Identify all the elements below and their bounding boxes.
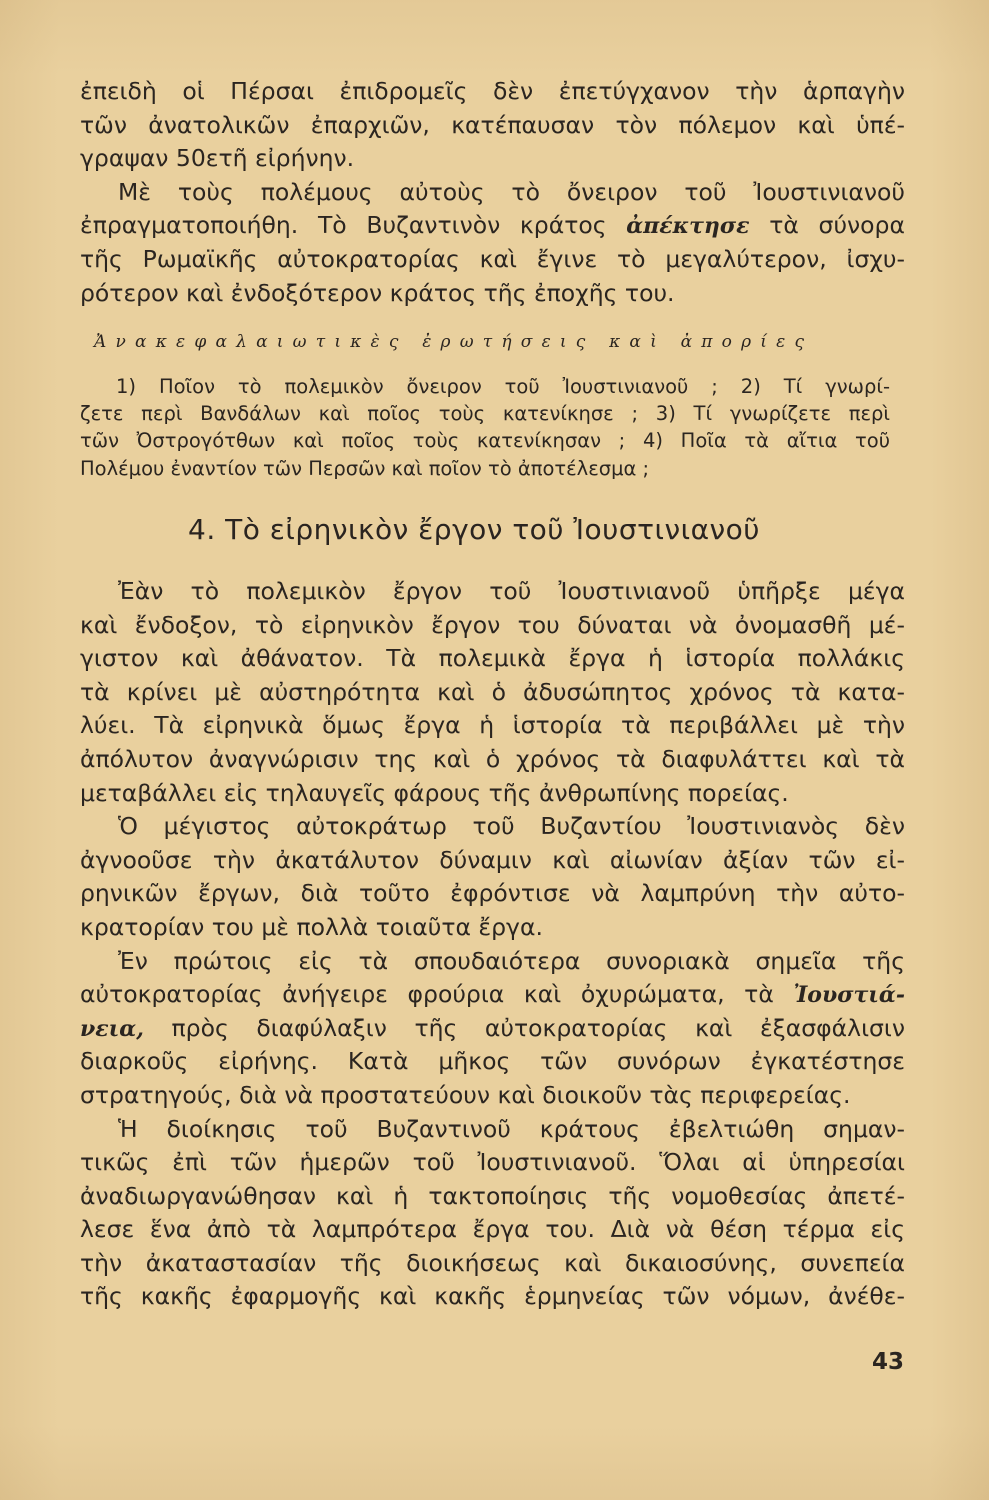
text-line: τῆς Ρωμαϊκῆς αὐτοκρατορίας καὶ ἔγινε τὸ μεγαλύτερον, ἰσχυ-	[80, 244, 905, 273]
text-segment: ἐπραγματοποιήθη. Τὸ Βυζαντινὸν κράτος	[80, 211, 607, 240]
text-line: Μὲ τοὺς πολέμους αὐτοὺς τὸ ὄνειρον τοῦ Ἰουστινιανοῦ	[118, 177, 905, 206]
text-line: Ἡ διοίκησις τοῦ Βυζαντινοῦ κράτους ἐβελτιώθη σημαν-	[118, 1114, 905, 1143]
question-line: 1) Ποῖον τὸ πολεμικὸν ὄνειρον τοῦ Ἰουστινιανοῦ ; 2) Τί γνωρί-	[116, 375, 890, 398]
text-line: γιστον καὶ ἀθάνατον. Τὰ πολεμικὰ ἔργα ἡ ἱστορία πολλάκις	[80, 644, 905, 673]
review-heading: Ἀνακεφαλαιωτικὲς ἐρωτήσεις καὶ ἀπορίες	[94, 332, 814, 352]
text-line	[80, 978, 905, 1012]
text-line: Ὁ μέγιστος αὐτοκράτωρ τοῦ Βυζαντίου Ἰουστινιανὸς δὲν	[118, 812, 905, 841]
text-segment: πρὸς διαφύλαξιν τῆς αὐτοκρατορίας καὶ ἐξασφάλισιν	[171, 1013, 905, 1042]
text-block-top	[80, 75, 905, 310]
text-line	[80, 1012, 905, 1046]
paragraph	[80, 575, 905, 810]
paragraph-continuation	[80, 75, 905, 176]
page-number: 43	[872, 1349, 905, 1375]
emphasized-term: νεια,	[80, 1015, 144, 1042]
text-line: τὴν ἀκαταστασίαν τῆς διοικήσεως καὶ δικαιοσύνης, συνεπεία	[80, 1248, 905, 1277]
text-line: Ἐὰν τὸ πολεμικὸν ἔργον τοῦ Ἰουστινιανοῦ ὑπῆρξε μέγα	[118, 577, 905, 605]
text-line: ἀναδιωργανώθησαν καὶ ἡ τακτοποίησις τῆς νομοθεσίας ἀπετέ-	[80, 1181, 905, 1210]
paragraph	[80, 1113, 905, 1315]
text-line: λύει. Τὰ εἰρηνικὰ ὅμως ἔργα ἡ ἱστορία τὰ περιβάλλει μὲ τὴν	[80, 711, 905, 740]
text-line: ἀπόλυτον ἀναγνώρισιν της καὶ ὁ χρόνος τὰ διαφυλάττει καὶ τὰ	[80, 744, 905, 773]
text-line: μεταβάλλει εἰς τηλαυγεῖς φάρους τῆς ἀνθρωπίνης πορείας.	[80, 778, 789, 807]
section-heading: 4. Τὸ εἰρηνικὸν ἔργον τοῦ Ἰουστινιανοῦ	[188, 513, 760, 546]
text-line: διαρκοῦς εἰρήνης. Κατὰ μῆκος τῶν συνόρων ἐγκατέστησε	[80, 1047, 905, 1076]
paragraph-conclusion	[80, 176, 905, 310]
text-line: τικῶς ἐπὶ τῶν ἡμερῶν τοῦ Ἰουστινιανοῦ. Ὅλαι αἱ ὑπηρεσίαι	[80, 1148, 905, 1177]
text-line: κρατορίαν του μὲ πολλὰ τοιαῦτα ἔργα.	[80, 912, 543, 941]
text-line: ρηνικῶν ἔργων, διὰ τοῦτο ἐφρόντισε νὰ λαμπρύνη τὴν αὐτο-	[80, 879, 905, 908]
emphasized-term: Ἰουστιά-	[793, 982, 905, 1009]
text-line: ἀγνοοῦσε τὴν ἀκατάλυτον δύναμιν καὶ αἰωνίαν ἀξίαν τῶν εἰ-	[80, 845, 905, 874]
text-line: λεσε ἕνα ἀπὸ τὰ λαμπρότερα ἔργα του. Διὰ νὰ θέση τέρμα εἰς	[80, 1215, 905, 1244]
paragraph	[80, 810, 905, 944]
paragraph	[80, 945, 905, 1113]
text-line: γραψαν 50ετῆ εἰρήνην.	[80, 144, 355, 173]
question-line: ζετε περὶ Βανδάλων καὶ ποῖος τοὺς κατενίκησε ; 3) Τί γνωρίζετε περὶ	[80, 402, 890, 426]
text-block-section-4	[80, 575, 905, 1314]
question-line: τῶν Ὀστρογότθων καὶ ποῖος τοὺς κατενίκησαν ; 4) Ποῖα τὰ αἴτια τοῦ	[80, 429, 890, 453]
question-line: Πολέμου ἐναντίον τῶν Περσῶν καὶ ποῖον τὸ ἀποτέλεσμα ;	[80, 456, 650, 480]
text-segment: τὰ σύνορα	[769, 211, 905, 240]
review-questions	[80, 373, 890, 482]
text-line: τῆς κακῆς ἐφαρμογῆς καὶ κακῆς ἑρμηνείας τῶν νόμων, ἀνέθε-	[80, 1282, 905, 1311]
text-line: Ἐν πρώτοις εἰς τὰ σπουδαιότερα συνοριακὰ σημεῖα τῆς	[118, 946, 905, 975]
text-line: ἐπειδὴ οἱ Πέρσαι ἐπιδρομεῖς δὲν ἐπετύγχανον τὴν ἁρπαγὴν	[80, 77, 905, 105]
emphasized-term: ἀπέκτησε	[626, 213, 750, 240]
text-line: καὶ ἔνδοξον, τὸ εἰρηνικὸν ἔργον του δύναται νὰ ὀνομασθῆ μέ-	[80, 610, 905, 639]
text-line	[80, 209, 905, 243]
text-line: στρατηγούς, διὰ νὰ προστατεύουν καὶ διοικοῦν τὰς περιφερείας.	[80, 1080, 851, 1109]
text-line: τὰ κρίνει μὲ αὐστηρότητα καὶ ὁ ἀδυσώπητος χρόνος τὰ κατα-	[80, 677, 905, 706]
text-segment: αὐτοκρατορίας ἀνήγειρε φρούρια καὶ ὀχυρώματα, τὰ	[80, 980, 774, 1009]
text-line: τῶν ἀνατολικῶν ἐπαρχιῶν, κατέπαυσαν τὸν πόλεμον καὶ ὑπέ-	[80, 110, 905, 139]
text-line: ρότερον καὶ ἐνδοξότερον κράτος τῆς ἐποχῆς του.	[80, 278, 675, 307]
